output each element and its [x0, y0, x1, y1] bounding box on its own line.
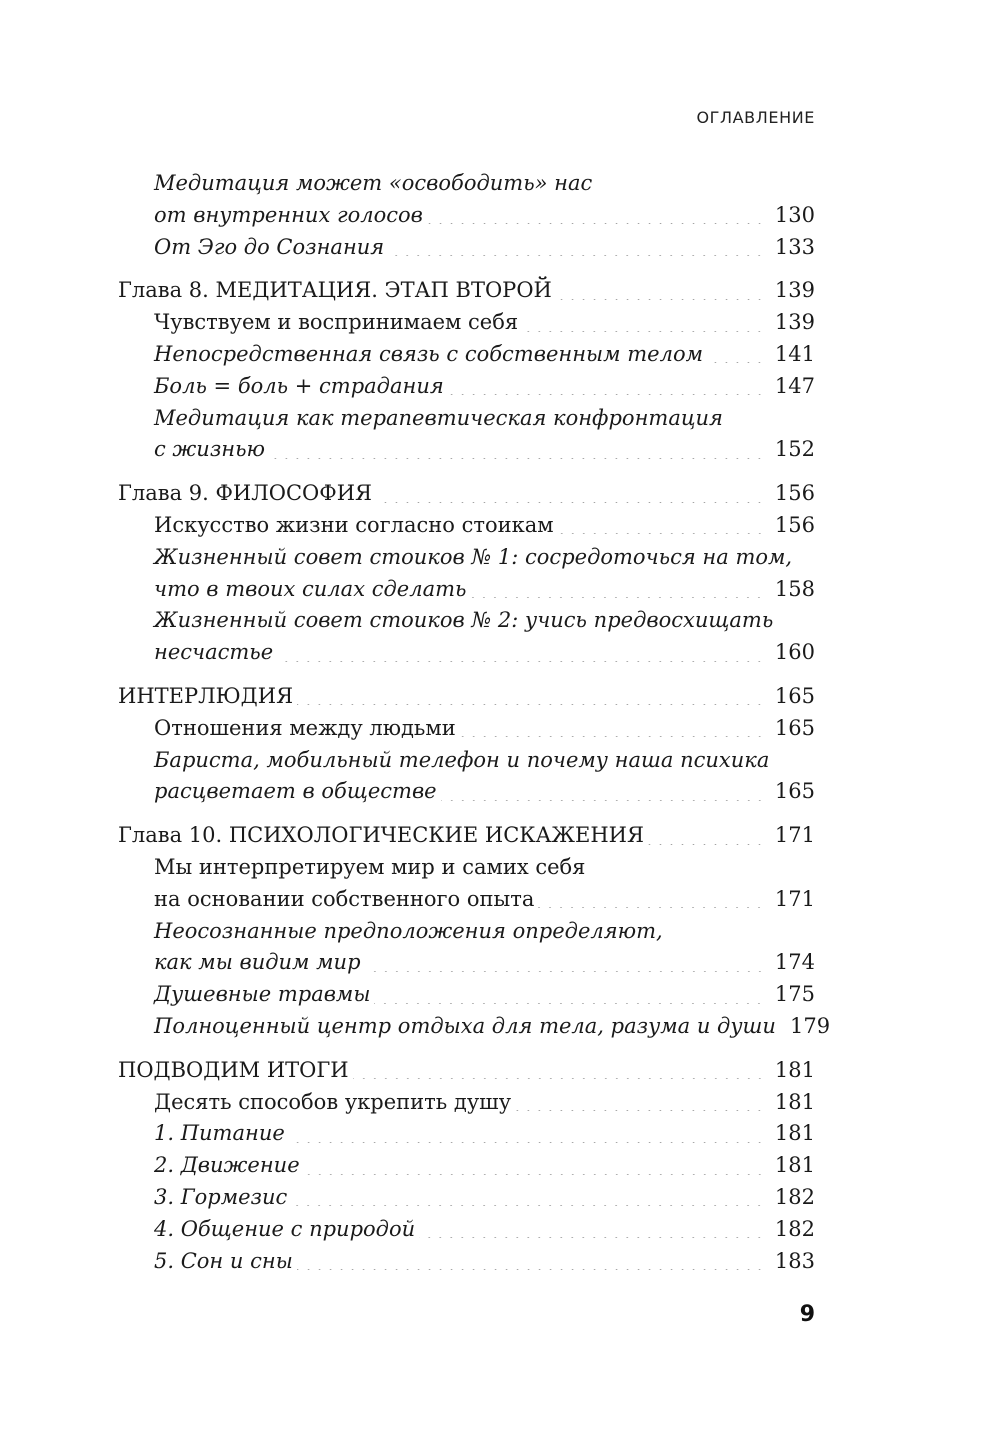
toc-entry-title: Глава 9. ФИЛОСОФИЯ — [118, 481, 372, 506]
dot-leader — [277, 661, 765, 662]
toc-entry-title: Десять способов укрепить душу — [154, 1089, 512, 1114]
toc-subentry — [118, 776, 815, 808]
toc-subentry — [118, 232, 815, 264]
toc-section — [118, 168, 815, 263]
dot-leader — [460, 736, 765, 737]
toc-entry-title: Глава 10. ПСИХОЛОГИЧЕСКИЕ ИСКАЖЕНИЯ — [118, 823, 644, 848]
dot-leader — [441, 800, 765, 801]
dot-leader — [515, 1110, 765, 1111]
toc-subentry — [118, 371, 815, 403]
toc-entry-title: 2. Движение — [154, 1153, 300, 1178]
toc-entry-title: Жизненный совет стоиков № 2: учись предвосхищать — [154, 608, 774, 633]
toc-subentry — [118, 916, 815, 948]
toc-chapter-entry — [118, 681, 815, 713]
toc-subentry — [118, 605, 815, 637]
dot-leader — [289, 1142, 765, 1143]
toc-subentry — [118, 510, 815, 542]
toc-subentry — [118, 168, 815, 200]
toc-entry-title: Полноценный центр отдыха для тела, разума и души — [154, 1013, 776, 1038]
toc-page-number: 174 — [774, 950, 815, 975]
toc-entry-title: что в твоих силах сделать — [154, 576, 467, 601]
toc-subentry — [118, 542, 815, 574]
toc-page-number: 133 — [774, 234, 815, 259]
toc-chapter-entry — [118, 1055, 815, 1087]
toc-entry-title: как мы видим мир — [154, 950, 361, 975]
toc-subentry — [118, 947, 815, 979]
toc-entry-title: Непосредственная связь с собственным телом — [154, 341, 703, 366]
toc-page-number: 171 — [774, 886, 815, 911]
toc-entry-title: Жизненный совет стоиков № 1: сосредоточься на том, — [154, 544, 793, 569]
toc-page-number: 165 — [774, 715, 815, 740]
table-of-contents — [118, 168, 831, 1289]
toc-section — [118, 820, 831, 1043]
toc-subentry — [118, 1246, 815, 1278]
toc-entry-title: Отношения между людьми — [154, 715, 456, 740]
toc-page-number: 156 — [774, 481, 815, 506]
page-number: 9 — [799, 1302, 815, 1327]
toc-entry-title: Медитация как терапевтическая конфронтация — [154, 405, 723, 430]
dot-leader — [291, 1205, 765, 1206]
toc-section — [118, 1055, 815, 1278]
toc-subentry — [118, 1087, 815, 1119]
toc-page-number: 175 — [774, 982, 815, 1007]
toc-subentry — [118, 403, 815, 435]
running-head: ОГЛАВЛЕНИЕ — [696, 108, 815, 127]
toc-entry-title: 4. Общение с природой — [154, 1216, 416, 1241]
dot-leader — [269, 458, 765, 459]
toc-page-number: 181 — [774, 1121, 815, 1146]
toc-chapter-entry — [118, 478, 815, 510]
toc-section — [118, 478, 815, 669]
toc-subentry — [118, 1150, 815, 1182]
dot-leader — [297, 704, 765, 705]
dot-leader — [448, 394, 765, 395]
toc-entry-title: на основании собственного опыта — [154, 886, 535, 911]
toc-subentry — [118, 637, 815, 669]
toc-entry-title: Искусство жизни согласно стоикам — [154, 512, 554, 537]
dot-leader — [522, 331, 765, 332]
toc-page-number: 139 — [774, 278, 815, 303]
toc-subentry — [118, 1011, 831, 1043]
toc-subentry — [118, 574, 815, 606]
toc-subentry — [118, 745, 815, 777]
toc-page-number: 182 — [774, 1184, 815, 1209]
dot-leader — [556, 299, 765, 300]
toc-section — [118, 681, 815, 808]
toc-subentry — [118, 713, 815, 745]
toc-page-number: 183 — [774, 1248, 815, 1273]
toc-page-number: 181 — [774, 1057, 815, 1082]
dot-leader — [470, 597, 764, 598]
toc-page-number: 156 — [774, 512, 815, 537]
toc-subentry — [118, 434, 815, 466]
toc-subentry — [118, 884, 815, 916]
toc-entry-title: Неосознанные предположения определяют, — [154, 918, 663, 943]
toc-page-number: 141 — [774, 341, 815, 366]
toc-subentry — [118, 1214, 815, 1246]
toc-subentry — [118, 979, 815, 1011]
toc-entry-title: 3. Гормезис — [154, 1184, 288, 1209]
toc-entry-title: Душевные травмы — [154, 982, 371, 1007]
toc-page-number: 165 — [774, 683, 815, 708]
toc-page-number: 165 — [774, 779, 815, 804]
dot-leader — [707, 362, 765, 363]
toc-entry-title: Мы интерпретируем мир и самих себя — [154, 854, 586, 879]
toc-subentry — [118, 339, 815, 371]
toc-entry-title: несчастье — [154, 640, 274, 665]
toc-entry-title: ИНТЕРЛЮДИЯ — [118, 683, 294, 708]
toc-entry-title: Медитация может «освободить» нас — [154, 171, 593, 195]
toc-section — [118, 275, 815, 466]
dot-leader — [427, 223, 765, 224]
toc-page-number: 152 — [774, 437, 815, 462]
toc-entry-title: Боль = боль + страдания — [154, 373, 444, 398]
toc-entry-title: От Эго до Сознания — [154, 234, 385, 259]
toc-entry-title: расцветает в обществе — [154, 779, 437, 804]
toc-page-number: 181 — [774, 1153, 815, 1178]
toc-page-number: 182 — [774, 1216, 815, 1241]
dot-leader — [419, 1237, 765, 1238]
toc-subentry — [118, 1118, 815, 1150]
toc-subentry — [118, 307, 815, 339]
dot-leader — [353, 1078, 765, 1079]
toc-page-number: 160 — [774, 640, 815, 665]
dot-leader — [365, 971, 765, 972]
dot-leader — [304, 1174, 765, 1175]
toc-page-number: 139 — [774, 310, 815, 335]
toc-subentry — [118, 200, 815, 232]
dot-leader — [374, 1003, 764, 1004]
toc-subentry — [118, 852, 815, 884]
toc-entry-title: ПОДВОДИМ ИТОГИ — [118, 1057, 349, 1082]
dot-leader — [388, 255, 765, 256]
toc-chapter-entry — [118, 275, 815, 307]
toc-page-number: 158 — [774, 576, 815, 601]
toc-subentry — [118, 1182, 815, 1214]
toc-page-number: 181 — [774, 1089, 815, 1114]
toc-page-number: 130 — [774, 202, 815, 227]
toc-entry-title: Бариста, мобильный телефон и почему наша психика — [154, 747, 770, 772]
toc-chapter-entry — [118, 820, 815, 852]
toc-entry-title: с жизнью — [154, 437, 266, 462]
toc-entry-title: Глава 8. МЕДИТАЦИЯ. ЭТАП ВТОРОЙ — [118, 278, 552, 303]
toc-entry-title: от внутренних голосов — [154, 202, 423, 227]
toc-page-number: 171 — [774, 823, 815, 848]
toc-entry-title: 1. Питание — [154, 1121, 285, 1146]
toc-page-number: 179 — [789, 1013, 831, 1038]
dot-leader — [297, 1269, 765, 1270]
dot-leader — [538, 907, 765, 908]
dot-leader — [376, 502, 765, 503]
toc-entry-title: 5. Сон и сны — [154, 1248, 293, 1273]
dot-leader — [558, 533, 765, 534]
toc-entry-title: Чувствуем и воспринимаем себя — [154, 310, 519, 335]
toc-page-number: 147 — [774, 373, 815, 398]
dot-leader — [648, 844, 765, 845]
